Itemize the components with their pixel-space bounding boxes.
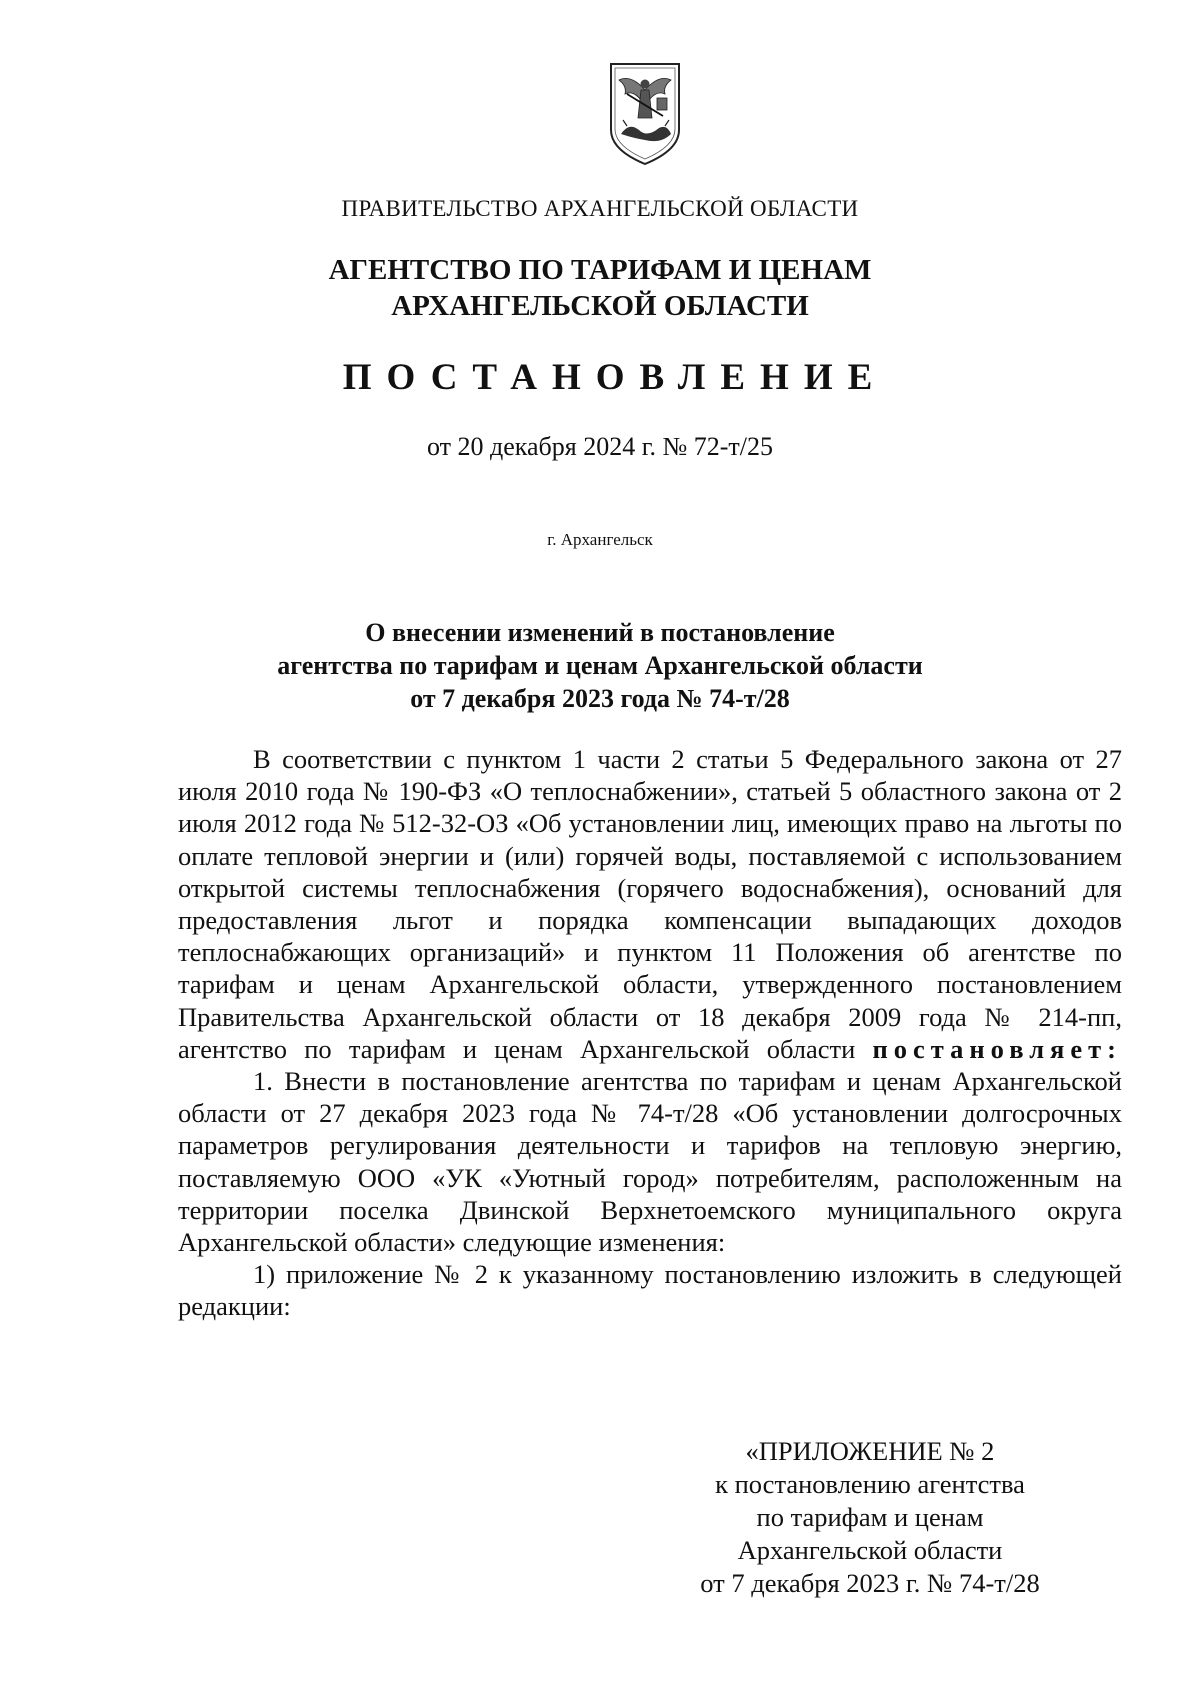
appendix-line2: к постановлению агентства	[715, 1469, 1025, 1499]
item-1-paragraph: 1. Внести в постановление агентства по тарифам и ценам Архангельской области от 27 декабря 2023 года № 74-т/28 «Об установлении долгосрочных параметров регулирования деятельности и тарифов на тепловую энергию, поставляемую ООО «УК «Уютный город» потребителям, расположенным на территории поселка Двинской Верхнетоемского муниципального округа Архангельской области» следующие изменения:	[178, 1066, 1122, 1258]
appendix-line1: «ПРИЛОЖЕНИЕ № 2	[745, 1436, 995, 1466]
document-subject	[0, 616, 1200, 715]
appendix-line3: по тарифам и ценам	[756, 1502, 984, 1532]
appendix-line4: Архангельской области	[737, 1535, 1003, 1565]
agency-title-line1: АГЕНТСТВО ПО ТАРИФАМ И ЦЕНАМ	[328, 254, 872, 286]
document-type: ПОСТАНОВЛЕНИЕ	[342, 357, 888, 398]
subject-line1: О внесении изменений в постановление	[365, 618, 835, 647]
agency-title	[0, 252, 1200, 324]
coat-of-arms-icon	[605, 60, 685, 168]
subitem-1-paragraph: 1) приложение № 2 к указанному постановлению изложить в следующей редакции:	[178, 1259, 1122, 1322]
appendix-heading	[680, 1435, 1060, 1600]
government-title: ПРАВИТЕЛЬСТВО АРХАНГЕЛЬСКОЙ ОБЛАСТИ	[341, 196, 859, 221]
preamble-text: В соответствии с пунктом 1 части 2 статьи 5 Федерального закона от 27 июля 2010 года № 190-ФЗ «О теплоснабжении», статьей 5 областного закона от 2 июля 2012 года № 512-32-ОЗ «Об установлении лиц, имеющих право на льготы по оплате тепловой энергии и (или) горячей воды, поставляемой с использованием открытой системы теплоснабжения (горячего водоснабжения), оснований для предоставления льгот и порядка компенсации выпадающих доходов теплоснабжающих организаций» и пунктом 11 Положения об агентстве по тарифам и ценам Архангельской области, утвержденного постановлением Правительства Архангельской области от 18 декабря 2009 года № 214-пп, агентство по тарифам и ценам Архангельской области	[178, 744, 1122, 1064]
document-date-number: от 20 декабря 2024 г. № 72-т/25	[426, 432, 774, 461]
subject-line3: от 7 декабря 2023 года № 74-т/28	[410, 684, 790, 713]
resolves-word: постановляет:	[872, 1033, 1122, 1064]
subject-line2: агентства по тарифам и ценам Архангельской области	[277, 651, 923, 680]
document-place: г. Архангельск	[547, 530, 653, 549]
document-body	[178, 743, 1122, 1323]
preamble-paragraph	[178, 743, 1122, 1065]
appendix-line5: от 7 декабря 2023 г. № 74-т/28	[700, 1568, 1040, 1598]
agency-title-line2: АРХАНГЕЛЬСКОЙ ОБЛАСТИ	[391, 290, 809, 322]
